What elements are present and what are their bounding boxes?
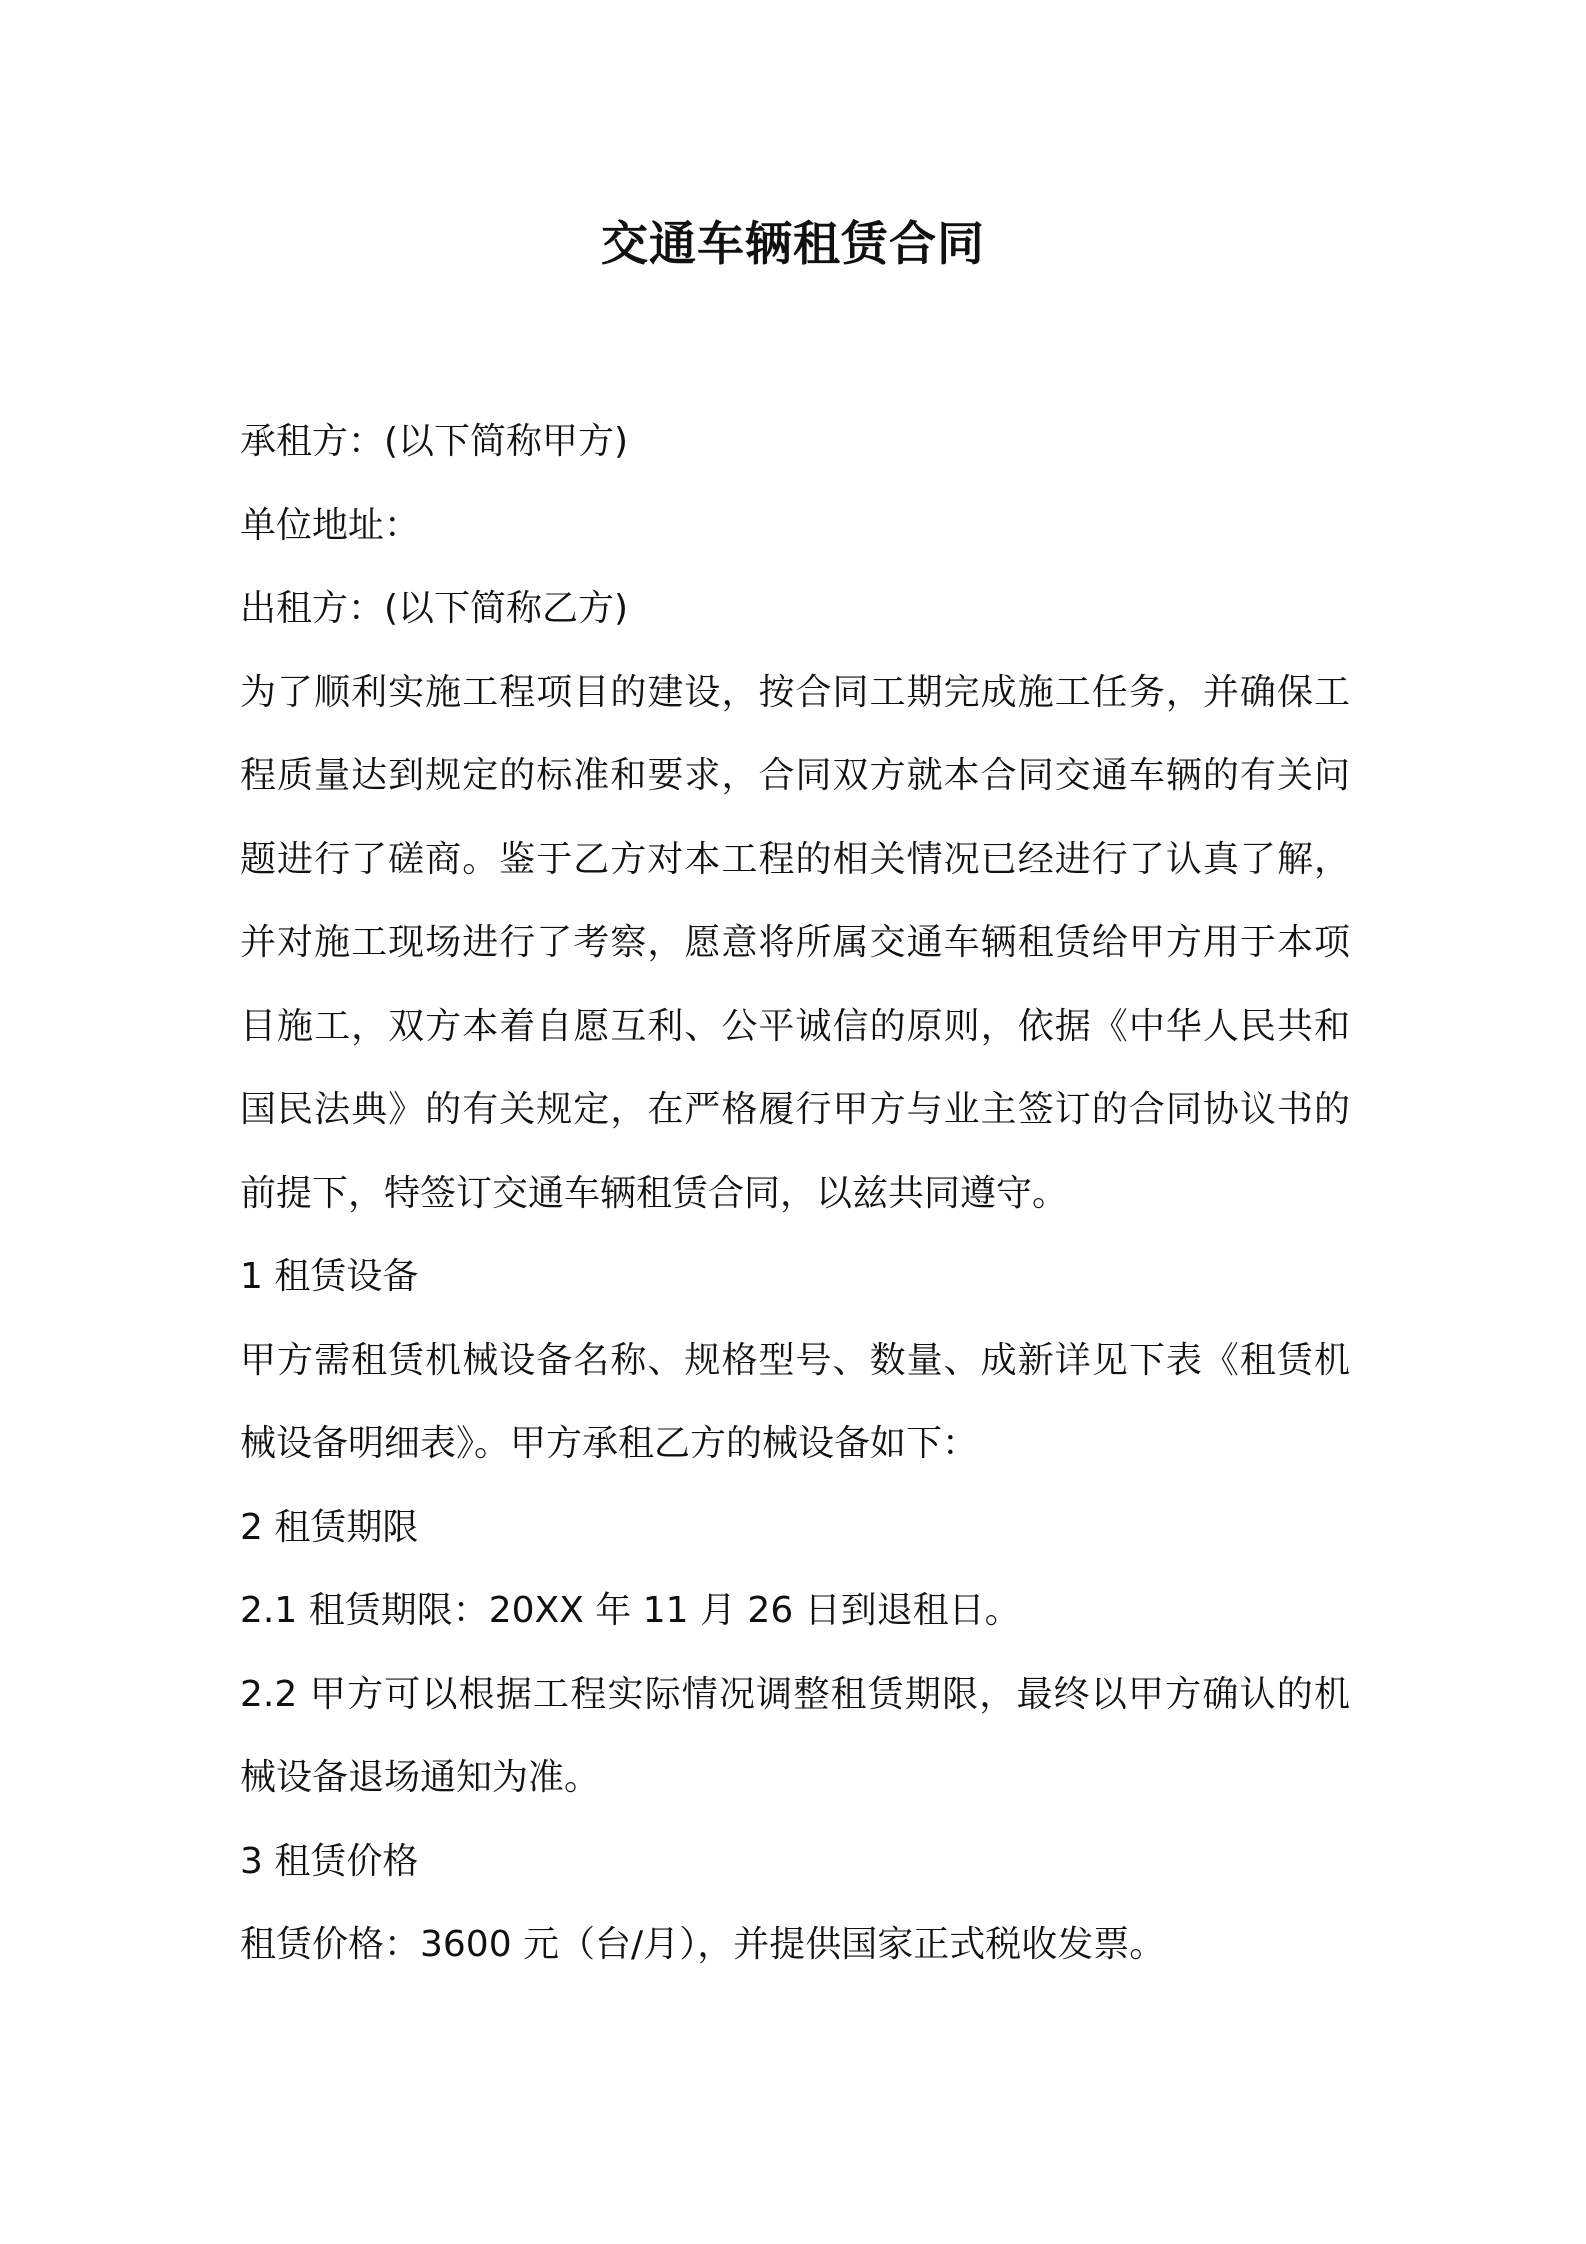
preamble-paragraph: 为了顺利实施工程项目的建设，按合同工期完成施工任务，并确保工程质量达到规定的标准和要求，合同双方就本合同交通车辆的有关问题进行了磋商。鉴于乙方对本工程的相关情况已经进行了认真了解，并对施工现场进行了考察，愿意将所属交通车辆租赁给甲方用于本项目施工，双方本着自愿互利、公平诚信的原则，依据《中华人民共和国民法典》的有关规定，在严格履行甲方与业主签订的合同协议书的前提下，特签订交通车辆租赁合同，以兹共同遵守。 [240,671,1350,1214]
clause-2-1: 2.1 租赁期限：20XX 年 11 月 26 日到退租日。 [240,1590,1021,1631]
document-body [240,400,1350,1987]
section-heading-1: 1 租赁设备 [240,1256,419,1297]
clause-2-2: 2.2 甲方可以根据工程实际情况调整租赁期限，最终以甲方确认的机械设备退场通知为准。 [240,1673,1350,1798]
section-heading-3: 3 租赁价格 [240,1840,419,1882]
price-line: 租赁价格：3600 元（台/月），并提供国家正式税收发票。 [240,1924,1166,1965]
lessee-line: 承租方：(以下简称甲方) [240,421,629,462]
lessor-line: 出租方：(以下简称乙方) [240,588,629,629]
section-heading-2: 2 租赁期限 [240,1506,419,1548]
equipment-paragraph: 甲方需租赁机械设备名称、规格型号、数量、成新详见下表《租赁机械设备明细表》。甲方承租乙方的械设备如下： [240,1339,1350,1464]
document-title: 交通车辆租赁合同 [601,217,985,272]
address-line: 单位地址： [240,504,421,546]
